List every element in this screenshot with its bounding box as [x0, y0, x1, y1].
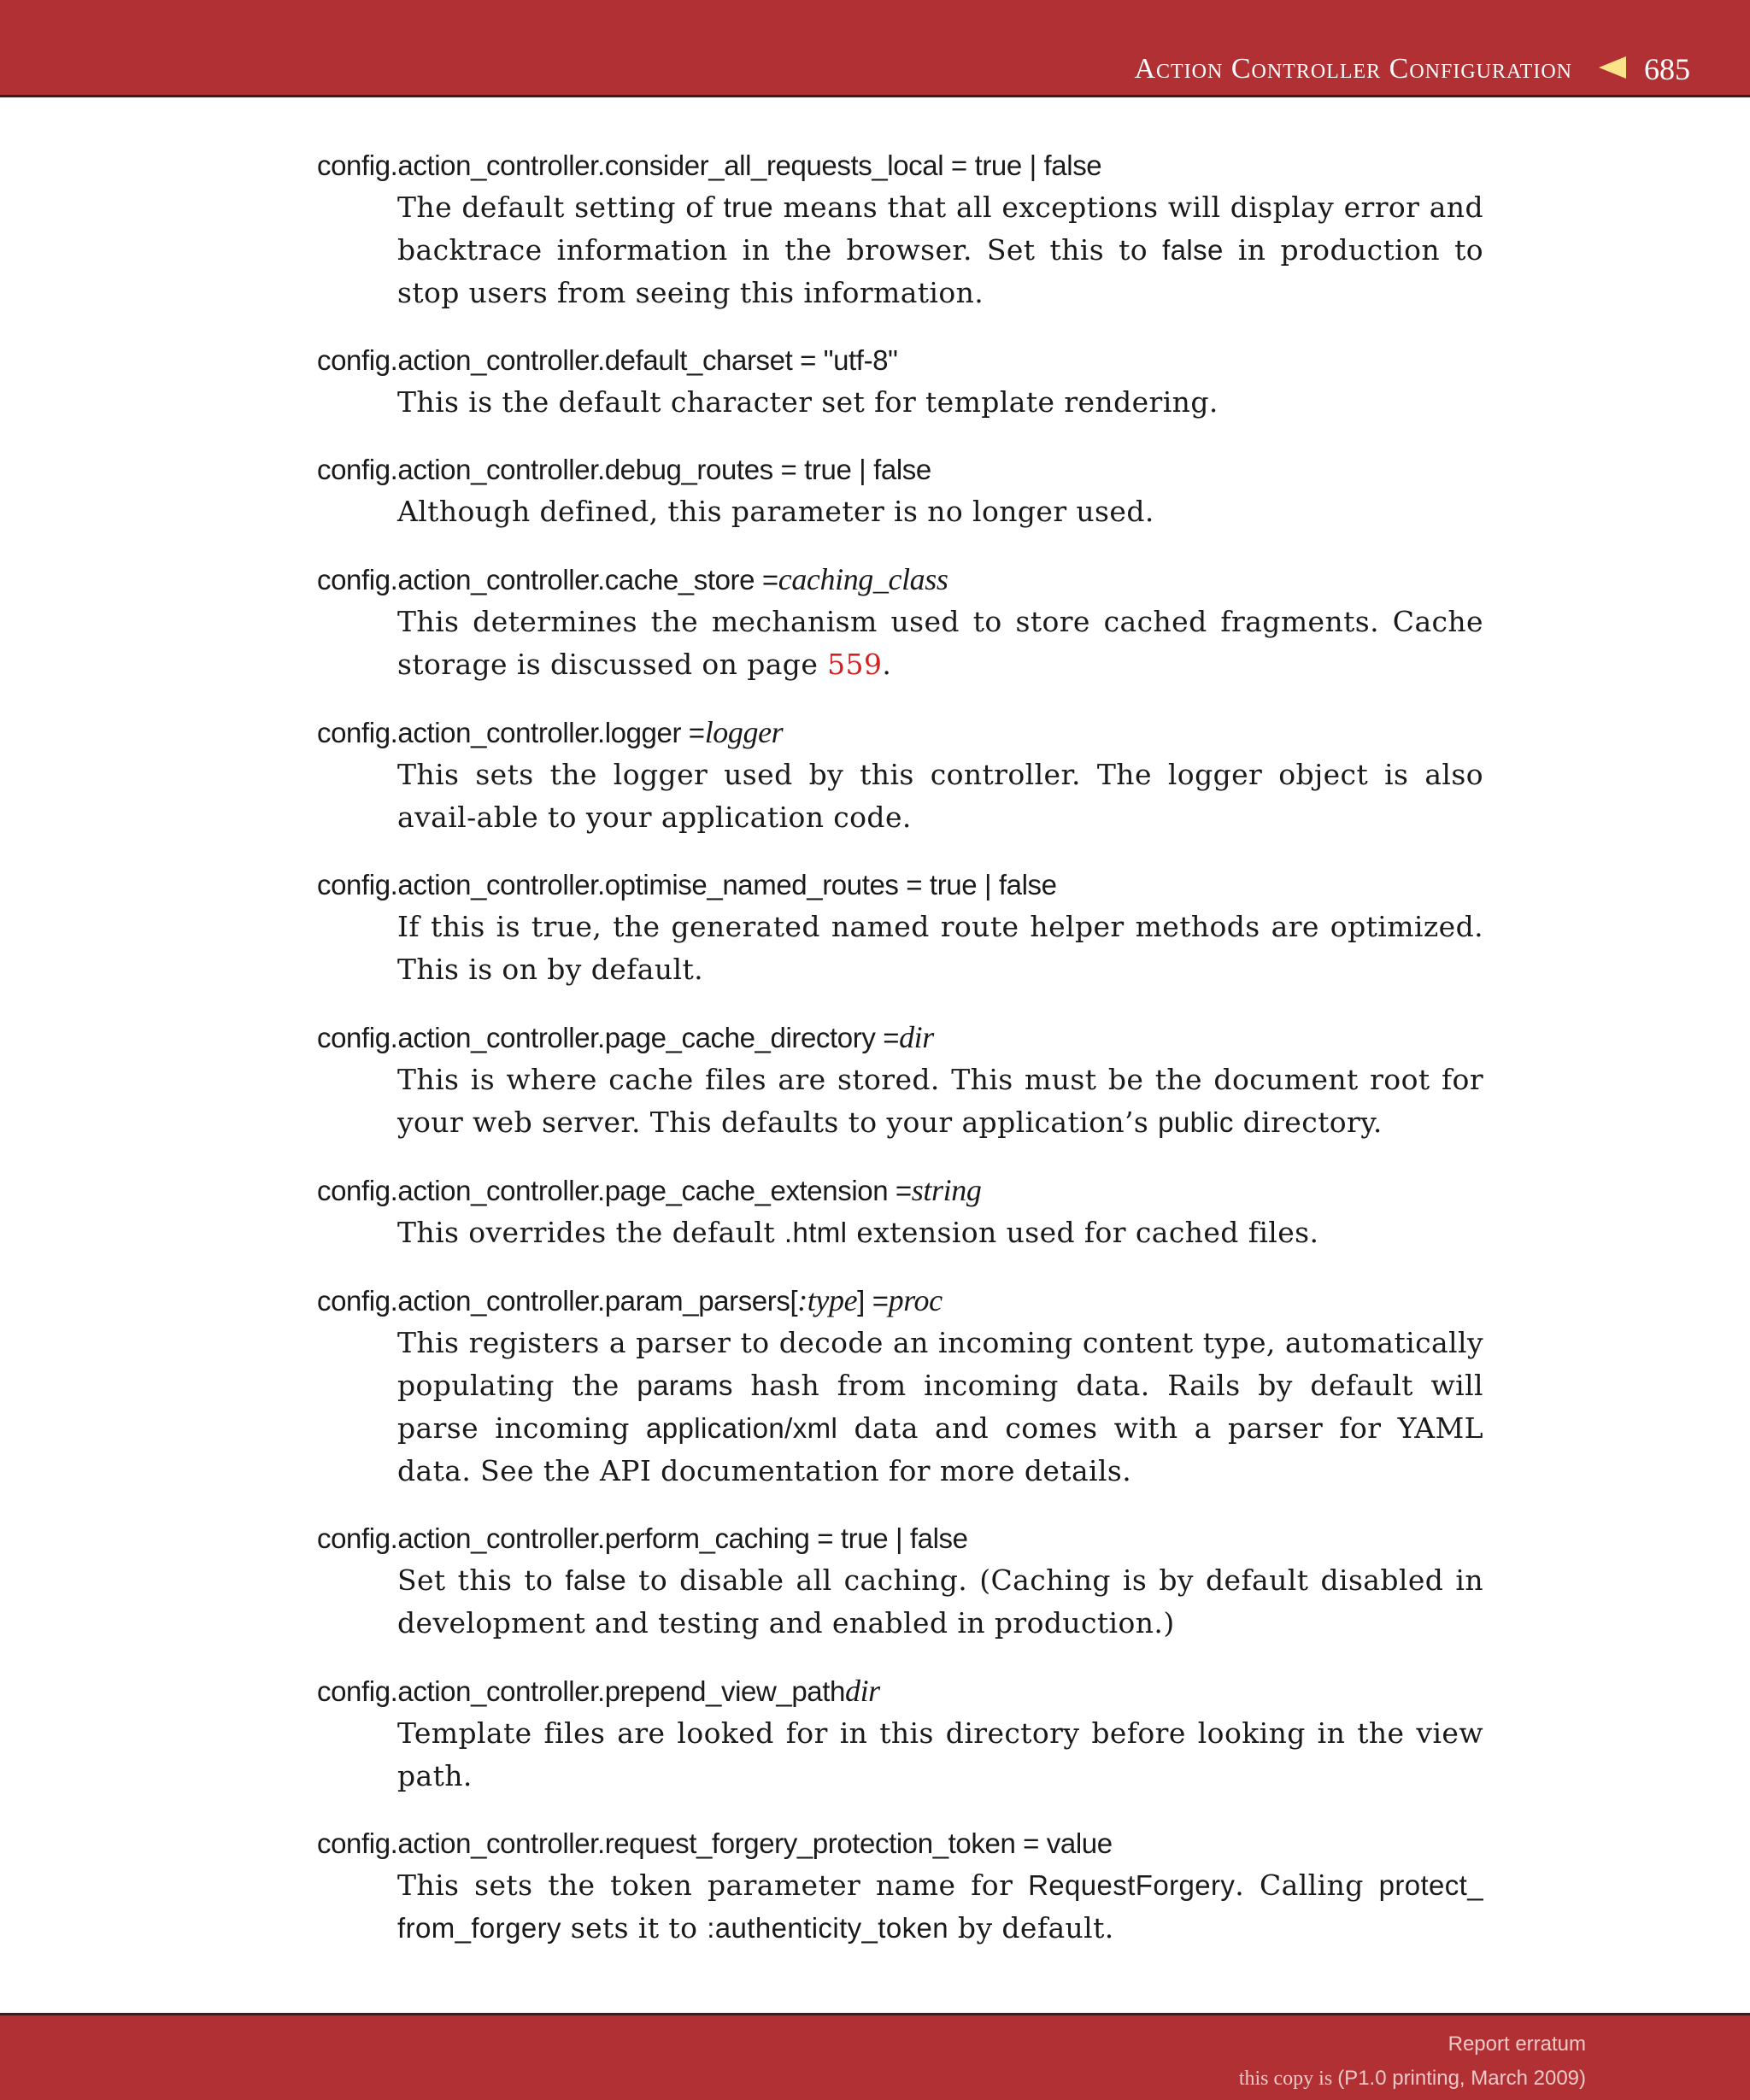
config-key: config.action_controller.page_cache_directory =	[317, 1022, 900, 1053]
description-text: Set this to	[397, 1563, 566, 1597]
description-text: If this is true, the generated named route helper methods are optimized. This is on by default.	[397, 910, 1483, 986]
config-key: config.action_controller.optimise_named_routes = true | false	[317, 869, 1057, 900]
config-entry	[317, 1280, 1483, 1493]
config-term	[317, 145, 1483, 186]
config-key: config.action_controller.prepend_view_path	[317, 1675, 845, 1707]
config-description	[397, 1559, 1483, 1645]
inline-code: false	[565, 1564, 627, 1596]
description-text: .	[882, 648, 892, 681]
description-text: means that all exceptions will display error and backtrace information in the browser. Set this to	[397, 191, 1483, 267]
config-description	[397, 601, 1483, 686]
config-entries	[317, 145, 1483, 1975]
page-number: 685	[1644, 52, 1690, 86]
copy-printing: (P1.0 printing, March 2009)	[1337, 2067, 1586, 2090]
config-entry	[317, 712, 1483, 839]
config-entry	[317, 340, 1483, 424]
config-term	[317, 1017, 1483, 1059]
config-term	[317, 1280, 1483, 1322]
inline-code: RequestForgery	[1028, 1869, 1236, 1901]
description-text: in production to stop users from seeing this information.	[397, 233, 1483, 309]
copy-prefix: this copy is	[1238, 2068, 1333, 2090]
config-key: config.action_controller.param_parsers[	[317, 1285, 798, 1317]
description-text: The default setting of	[397, 191, 724, 224]
config-argument: dir	[844, 1674, 880, 1708]
left-triangle-icon	[1599, 56, 1626, 79]
config-entry	[317, 1170, 1483, 1254]
inline-code: false	[1162, 234, 1224, 266]
config-description	[397, 754, 1483, 839]
config-entry	[317, 145, 1483, 314]
inline-code: params	[637, 1370, 733, 1401]
description-text: This registers a parser to decode an incoming content type, automatically populating the	[397, 1326, 1483, 1402]
config-term	[317, 559, 1483, 601]
copy-info	[1239, 2067, 1586, 2091]
description-text: sets it to	[561, 1911, 708, 1945]
config-description	[397, 1322, 1483, 1493]
config-argument: logger	[704, 715, 784, 749]
config-key: config.action_controller.cache_store =	[317, 564, 778, 595]
page-reference-link[interactable]: 559	[827, 648, 883, 681]
config-description	[397, 381, 1483, 424]
config-argument: string	[911, 1173, 982, 1207]
description-text: directory.	[1233, 1106, 1383, 1139]
config-key: config.action_controller.page_cache_extension =	[317, 1175, 912, 1206]
inline-code: .html	[784, 1217, 848, 1248]
config-term	[317, 1823, 1483, 1864]
inline-code: :authenticity_token	[707, 1912, 949, 1944]
config-key: config.action_controller.debug_routes = true | false	[317, 454, 931, 485]
page-header	[0, 0, 1750, 97]
config-term	[317, 449, 1483, 490]
config-description	[397, 906, 1483, 991]
inline-code: public	[1158, 1106, 1234, 1138]
config-description	[397, 1211, 1483, 1254]
description-text: data and comes with a parser for YAML data. See the API documentation for more details.	[397, 1411, 1483, 1487]
inline-code: application/xml	[645, 1412, 838, 1444]
description-text: This sets the token parameter name for	[397, 1868, 1029, 1902]
config-entry	[317, 559, 1483, 686]
config-term	[317, 1518, 1483, 1559]
config-key: config.action_controller.perform_caching = true | false	[317, 1522, 968, 1554]
description-text: This is the default character set for template rendering.	[397, 385, 1219, 419]
section-title: Action Controller Configuration	[1134, 53, 1572, 85]
config-key: config.action_controller.consider_all_requests_local = true | false	[317, 150, 1102, 181]
description-text: Although defined, this parameter is no longer used.	[397, 495, 1154, 528]
config-argument: proc	[888, 1283, 943, 1317]
report-erratum-link[interactable]: Report erratum	[1448, 2033, 1586, 2056]
config-term	[317, 865, 1483, 906]
inline-code: true	[723, 191, 774, 223]
config-term	[317, 712, 1483, 754]
config-key: config.action_controller.request_forgery_protection_token = value	[317, 1827, 1113, 1859]
config-entry	[317, 865, 1483, 991]
config-description	[397, 1059, 1483, 1144]
inline-code: protect_ from_forgery	[397, 1869, 1484, 1944]
config-entry	[317, 1670, 1483, 1798]
description-text: Template files are looked for in this directory before looking in the view path.	[397, 1716, 1483, 1792]
description-text: to disable all caching. (Caching is by default disabled in development and testing and enabled in production.)	[397, 1563, 1483, 1640]
config-key: config.action_controller.default_charset = "utf-8"	[317, 344, 898, 376]
config-argument: :type	[797, 1283, 858, 1317]
config-description	[397, 490, 1483, 533]
description-text: by default.	[948, 1911, 1114, 1945]
config-term	[317, 1670, 1483, 1712]
config-entry	[317, 1823, 1483, 1950]
config-description	[397, 1864, 1483, 1950]
config-term	[317, 1170, 1483, 1211]
config-key-suffix: ] =	[857, 1285, 889, 1317]
page-footer	[0, 2013, 1750, 2100]
config-key: config.action_controller.logger =	[317, 717, 705, 748]
config-description	[397, 186, 1483, 314]
config-entry	[317, 449, 1483, 533]
config-term	[317, 340, 1483, 381]
description-text: . Calling	[1235, 1868, 1379, 1902]
description-text: extension used for cached files.	[847, 1216, 1319, 1249]
description-text: This is where cache files are stored. This must be the document root for your web server. This defaults to your application’s	[397, 1063, 1483, 1139]
config-description	[397, 1712, 1483, 1798]
config-argument: caching_class	[778, 562, 948, 596]
description-text: hash from incoming data. Rails by default will parse incoming	[397, 1369, 1483, 1445]
config-argument: dir	[899, 1020, 934, 1054]
description-text: This overrides the default	[397, 1216, 784, 1249]
config-entry	[317, 1518, 1483, 1645]
description-text: This sets the logger used by this controller. The logger object is also avail-able to your application code.	[397, 758, 1483, 834]
config-entry	[317, 1017, 1483, 1144]
description-text: This determines the mechanism used to store cached fragments. Cache storage is discussed on page	[397, 605, 1483, 681]
